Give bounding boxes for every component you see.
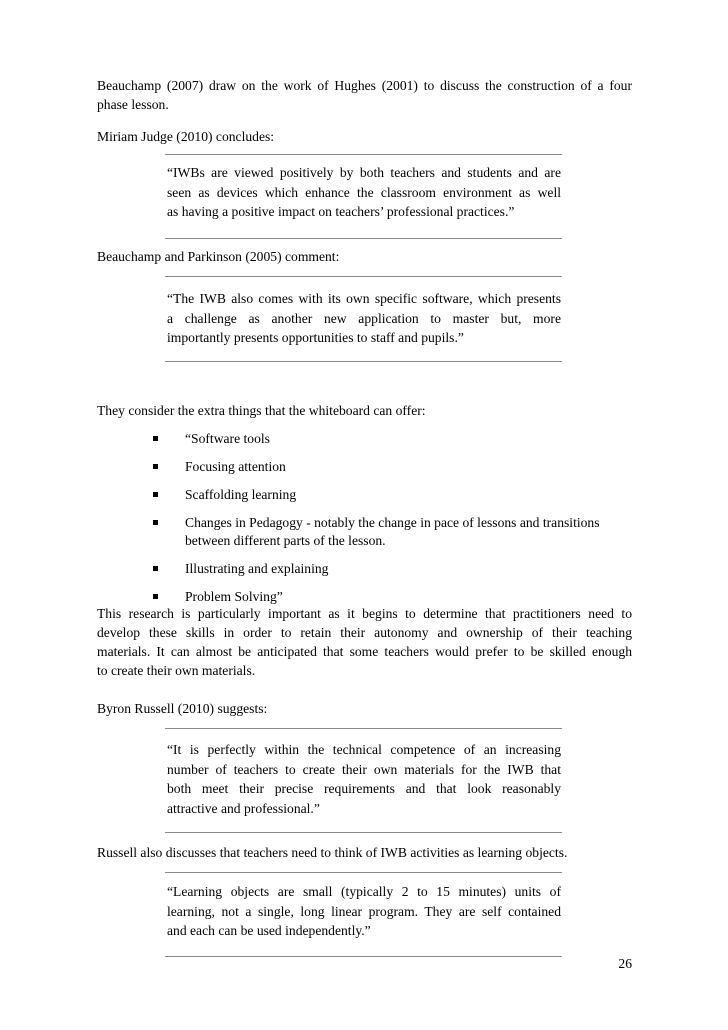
quote-line: number of teachers to create their own materials for the IWB that: [167, 761, 561, 777]
whiteboard-offerings-list: [153, 430, 633, 606]
list-item-text: Illustrating and explaining: [185, 561, 329, 576]
paragraph-byron-russell: Byron Russell (2010) suggests:: [97, 701, 268, 716]
quote-russell-materials: [167, 740, 561, 818]
text-line: phase lesson.: [97, 97, 169, 112]
text-line: materials. It can almost be anticipated that some teachers would prefer to be skilled enough: [97, 644, 632, 659]
quote-learning-objects: [167, 882, 561, 941]
list-item-text: Problem Solving”: [185, 589, 283, 604]
quote-beauchamp-parkinson: [167, 289, 561, 348]
text-line: Beauchamp (2007) draw on the work of Hughes (2001) to discuss the construction of a four: [97, 78, 632, 93]
list-item: [153, 458, 633, 476]
list-item: [153, 514, 633, 550]
quote-rule-bottom: [165, 956, 562, 957]
quote-line: importantly presents opportunities to staff and pupils.”: [167, 330, 464, 345]
text-line: develop these skills in order to retain their autonomy and ownership of their teaching: [97, 625, 632, 640]
list-item: [153, 486, 633, 504]
quote-rule-bottom: [165, 832, 562, 833]
paragraph-research-importance: [97, 604, 632, 680]
quote-line: “IWBs are viewed positively by both teachers and students and are: [167, 165, 561, 180]
paragraph-beauchamp-2007: [97, 76, 632, 114]
quote-line: “The IWB also comes with its own specific software, which presents: [167, 291, 561, 306]
text-line: to create their own materials.: [97, 663, 256, 678]
paragraph-learning-objects: Russell also discusses that teachers need to think of IWB activities as learning objects.: [97, 845, 568, 860]
quote-line: both meet their precise requirements and that look reasonably: [167, 781, 561, 796]
list-item: [153, 560, 633, 578]
quote-judge: [167, 163, 561, 222]
quote-line: “It is perfectly within the technical competence of an increasing: [167, 742, 561, 757]
list-item-text: Focusing attention: [185, 459, 286, 474]
quote-line: and each can be used independently.”: [167, 923, 371, 938]
quote-rule-top: [165, 728, 562, 729]
square-bullet-icon: [153, 566, 158, 571]
list-item-text: “Software tools: [185, 431, 270, 446]
quote-line: a challenge as another new application to master but, more: [167, 310, 561, 326]
quote-rule-top: [165, 276, 562, 277]
quote-rule-top: [165, 872, 562, 873]
quote-line: as having a positive impact on teachers’ professional practices.”: [167, 204, 515, 219]
paragraph-miriam-judge: Miriam Judge (2010) concludes:: [97, 129, 275, 144]
quote-line: seen as devices which enhance the classroom environment as well: [167, 184, 561, 200]
quote-rule-bottom: [165, 238, 562, 239]
square-bullet-icon: [153, 594, 158, 599]
quote-rule-top: [165, 154, 562, 155]
square-bullet-icon: [153, 492, 158, 497]
paragraph-extra-things: They consider the extra things that the whiteboard can offer:: [97, 403, 426, 418]
quote-line: “Learning objects are small (typically 2 to 15 minutes) units of: [167, 884, 561, 899]
list-item: [153, 430, 633, 448]
paragraph-beauchamp-parkinson: Beauchamp and Parkinson (2005) comment:: [97, 249, 340, 264]
square-bullet-icon: [153, 464, 158, 469]
page-number: 26: [618, 956, 632, 971]
list-item-text: Changes in Pedagogy - notably the change in pace of lessons and transitions: [185, 515, 600, 530]
quote-line: learning, not a single, long linear program. They are self contained: [167, 903, 561, 919]
quote-rule-bottom: [165, 361, 562, 362]
list-item-text: between different parts of the lesson.: [185, 533, 386, 548]
list-item-text: Scaffolding learning: [185, 487, 297, 502]
text-line: This research is particularly important as it begins to determine that practitioners need to: [97, 606, 632, 621]
square-bullet-icon: [153, 520, 158, 525]
quote-line: attractive and professional.”: [167, 800, 320, 816]
square-bullet-icon: [153, 436, 158, 441]
